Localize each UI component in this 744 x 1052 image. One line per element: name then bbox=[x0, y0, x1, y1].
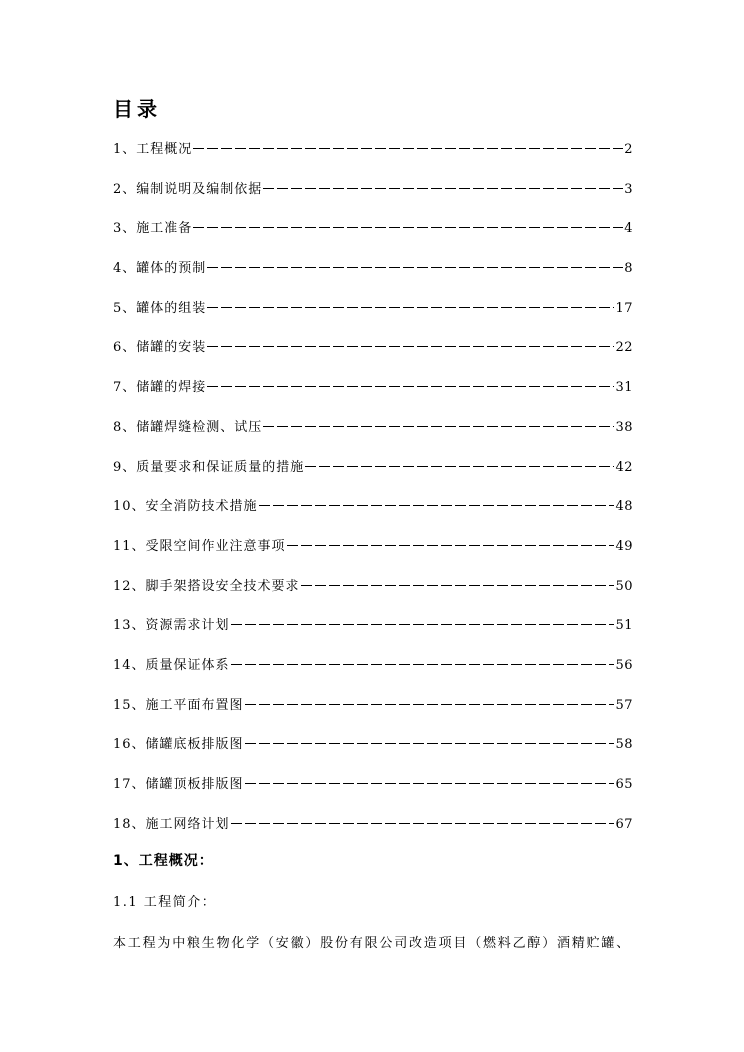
toc-entry-label: 10、安全消防技术措施 bbox=[113, 499, 258, 515]
toc-entry-label: 6、储罐的安装 bbox=[113, 340, 207, 356]
toc-leader bbox=[263, 188, 623, 189]
toc-entry[interactable] bbox=[113, 696, 633, 736]
body-paragraph: 本工程为中粮生物化学（安徽）股份有限公司改造项目（燃料乙醇）酒精贮罐、 bbox=[113, 936, 632, 951]
toc-entry-label: 5、罐体的组装 bbox=[113, 300, 207, 316]
toc-list bbox=[113, 140, 633, 854]
toc-entry[interactable] bbox=[113, 775, 633, 815]
toc-entry-page: 50 bbox=[615, 578, 633, 594]
toc-entry[interactable] bbox=[113, 656, 633, 696]
toc-entry-page: 8 bbox=[624, 261, 633, 277]
toc-entry-page: 31 bbox=[615, 380, 633, 396]
toc-entry-label: 7、储罐的焊接 bbox=[113, 380, 207, 396]
toc-entry-label: 3、施工准备 bbox=[113, 221, 193, 237]
toc-entry[interactable] bbox=[113, 299, 633, 339]
toc-entry-label: 11、受限空间作业注意事项 bbox=[113, 538, 286, 554]
toc-entry-page: 49 bbox=[615, 538, 633, 554]
toc-leader bbox=[231, 624, 615, 625]
toc-entry-page: 56 bbox=[615, 657, 633, 673]
toc-leader bbox=[245, 743, 615, 744]
toc-entry-label: 14、质量保证体系 bbox=[113, 657, 230, 673]
toc-leader bbox=[305, 466, 614, 467]
toc-entry-page: 57 bbox=[615, 697, 633, 713]
toc-leader bbox=[207, 267, 623, 268]
toc-leader bbox=[301, 585, 615, 586]
toc-leader bbox=[287, 545, 615, 546]
toc-entry[interactable] bbox=[113, 338, 633, 378]
toc-entry-page: 2 bbox=[624, 142, 633, 157]
toc-entry-page: 22 bbox=[615, 340, 633, 356]
toc-entry-page: 51 bbox=[615, 618, 633, 634]
section-heading: 1、工程概况： bbox=[113, 853, 214, 869]
toc-leader bbox=[207, 346, 614, 347]
toc-entry[interactable] bbox=[113, 418, 633, 458]
toc-entry[interactable] bbox=[113, 537, 633, 577]
toc-entry[interactable] bbox=[113, 140, 633, 180]
toc-entry-label: 9、质量要求和保证质量的措施 bbox=[113, 459, 305, 475]
toc-title: 目录 bbox=[113, 97, 161, 121]
toc-entry[interactable] bbox=[113, 577, 633, 617]
toc-entry-page: 67 bbox=[615, 816, 633, 832]
toc-entry[interactable] bbox=[113, 616, 633, 656]
toc-entry-page: 42 bbox=[615, 459, 633, 475]
toc-entry-label: 2、编制说明及编制依据 bbox=[113, 181, 263, 197]
toc-entry[interactable] bbox=[113, 458, 633, 498]
toc-leader bbox=[231, 664, 615, 665]
toc-entry-label: 12、脚手架搭设安全技术要求 bbox=[113, 578, 300, 594]
toc-leader bbox=[207, 386, 614, 387]
toc-entry[interactable] bbox=[113, 259, 633, 299]
toc-entry[interactable] bbox=[113, 180, 633, 220]
toc-leader bbox=[231, 823, 615, 824]
toc-entry-page: 65 bbox=[615, 777, 633, 792]
toc-leader bbox=[207, 307, 614, 308]
toc-entry-page: 4 bbox=[624, 221, 633, 237]
toc-entry[interactable] bbox=[113, 219, 633, 259]
toc-entry-page: 48 bbox=[615, 499, 633, 515]
subsection-heading: 1.1 工程简介： bbox=[113, 895, 217, 910]
toc-entry[interactable] bbox=[113, 735, 633, 775]
toc-entry-label: 16、储罐底板排版图 bbox=[113, 737, 244, 753]
toc-entry-label: 13、资源需求计划 bbox=[113, 618, 230, 634]
toc-entry-label: 18、施工网络计划 bbox=[113, 816, 230, 832]
toc-entry[interactable] bbox=[113, 378, 633, 418]
toc-entry-label: 17、储罐顶板排版图 bbox=[113, 777, 244, 792]
toc-leader bbox=[259, 505, 615, 506]
toc-entry[interactable] bbox=[113, 815, 633, 855]
toc-leader bbox=[263, 426, 614, 427]
toc-leader bbox=[245, 783, 615, 784]
toc-entry-label: 4、罐体的预制 bbox=[113, 261, 207, 277]
toc-leader bbox=[193, 227, 623, 228]
toc-entry-page: 17 bbox=[615, 300, 633, 316]
toc-entry-label: 1、工程概况 bbox=[113, 142, 193, 157]
toc-entry[interactable] bbox=[113, 497, 633, 537]
toc-leader bbox=[245, 704, 615, 705]
toc-entry-label: 8、储罐焊缝检测、试压 bbox=[113, 419, 263, 435]
toc-entry-page: 58 bbox=[615, 737, 633, 753]
toc-leader bbox=[193, 148, 623, 149]
toc-entry-page: 38 bbox=[615, 419, 633, 435]
toc-entry-page: 3 bbox=[624, 181, 633, 197]
toc-entry-label: 15、施工平面布置图 bbox=[113, 697, 244, 713]
